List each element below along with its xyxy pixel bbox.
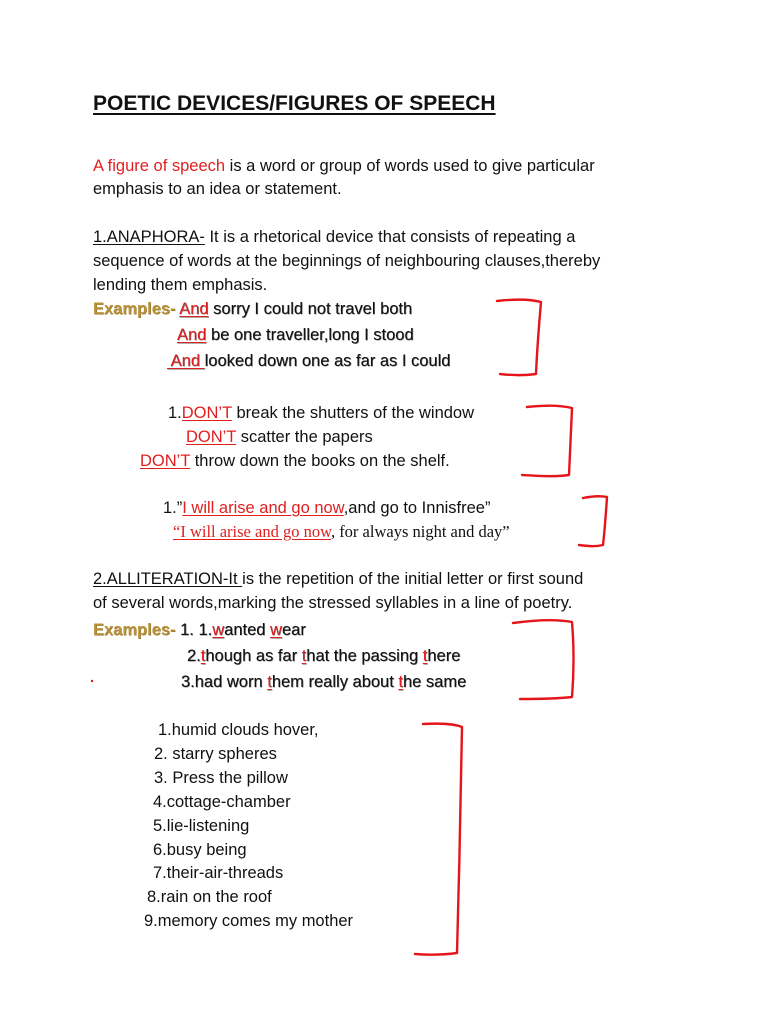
alliteration-heading: 2.ALLITERATION-It <box>93 570 243 588</box>
definition-line-2: emphasis to an idea or statement. <box>93 180 342 198</box>
repeated-word: DON’T <box>186 428 237 446</box>
line-number: 1. <box>168 404 182 422</box>
alliterative-letter: t <box>200 647 206 665</box>
bracket <box>513 620 574 699</box>
anaphora-line-3: lending them emphasis. <box>93 276 268 294</box>
list-item: 5.lie-listening <box>153 817 250 835</box>
example-text: , for always night and day” <box>330 522 510 541</box>
example-text: ear <box>281 621 306 639</box>
repeated-word: And <box>167 352 205 370</box>
example-text: looked down one as far as I could <box>204 352 451 370</box>
example-text: anted <box>224 621 271 639</box>
repeated-phrase: I will arise and go now <box>182 499 344 517</box>
examples-label: Examples- <box>93 621 176 639</box>
repeated-phrase: “I will arise and go now <box>173 522 331 541</box>
example-text: be one traveller,long I stood <box>206 326 414 344</box>
example-text: break the shutters of the window <box>231 404 475 422</box>
alliterative-letter: t <box>398 673 403 691</box>
alliterative-letter: t <box>267 673 272 691</box>
example-text: here <box>427 647 461 665</box>
alliterative-letter: t <box>422 647 428 665</box>
list-item: 4.cottage-chamber <box>153 793 291 811</box>
list-item: 6.busy being <box>153 841 247 859</box>
definition-text: is a word or group of words used to give particular <box>225 157 595 175</box>
list-item: 7.their-air-threads <box>153 864 284 882</box>
line-number: 1.” <box>163 499 183 517</box>
alliterative-letter: w <box>270 621 282 639</box>
list-item: 1.humid clouds hover, <box>158 721 319 739</box>
bracket <box>415 724 462 955</box>
alliteration-line-2: of several words,marking the stressed syllables in a line of poetry. <box>93 594 573 612</box>
alliterative-letter: w <box>212 621 225 639</box>
bracket <box>522 406 572 477</box>
example-text: he same <box>403 673 467 691</box>
repeated-word: DON’T <box>140 452 191 470</box>
example-text: hem really about <box>271 673 399 691</box>
list-item: 9.memory comes my mother <box>144 912 354 930</box>
list-item: 2. starry spheres <box>154 745 277 763</box>
repeated-word: And <box>177 326 207 344</box>
examples-label: Examples- <box>93 300 176 318</box>
page-title: POETIC DEVICES/FIGURES OF SPEECH <box>93 92 496 115</box>
example-text: hough as far <box>205 647 302 665</box>
example-text: scatter the papers <box>236 428 373 446</box>
example-text: 2. <box>187 647 201 665</box>
example-text: throw down the books on the shelf. <box>190 452 450 470</box>
example-text: 1. 1. <box>175 621 213 639</box>
bracket <box>579 496 607 546</box>
repeated-word: And <box>179 300 209 318</box>
bracket <box>497 300 541 376</box>
example-text: sorry I could not travel both <box>208 300 413 318</box>
example-text: ,and go to Innisfree” <box>343 499 491 517</box>
example-text: hat the passing <box>306 647 423 665</box>
list-item: 3. Press the pillow <box>154 769 288 787</box>
stray-dot <box>91 680 93 682</box>
alliterative-letter: t <box>301 647 307 665</box>
anaphora-heading: 1.ANAPHORA- <box>93 228 205 246</box>
example-text: 3.had worn <box>181 673 268 691</box>
alliteration-text: is the repetition of the initial letter or first sound <box>242 570 584 588</box>
list-item: 8.rain on the roof <box>147 888 272 906</box>
repeated-word: DON’T <box>181 404 232 422</box>
definition-term: A figure of speech <box>93 157 226 175</box>
anaphora-line-2: sequence of words at the beginnings of neighbouring clauses,thereby <box>93 252 601 270</box>
anaphora-text: It is a rhetorical device that consists of repeating a <box>204 228 576 246</box>
